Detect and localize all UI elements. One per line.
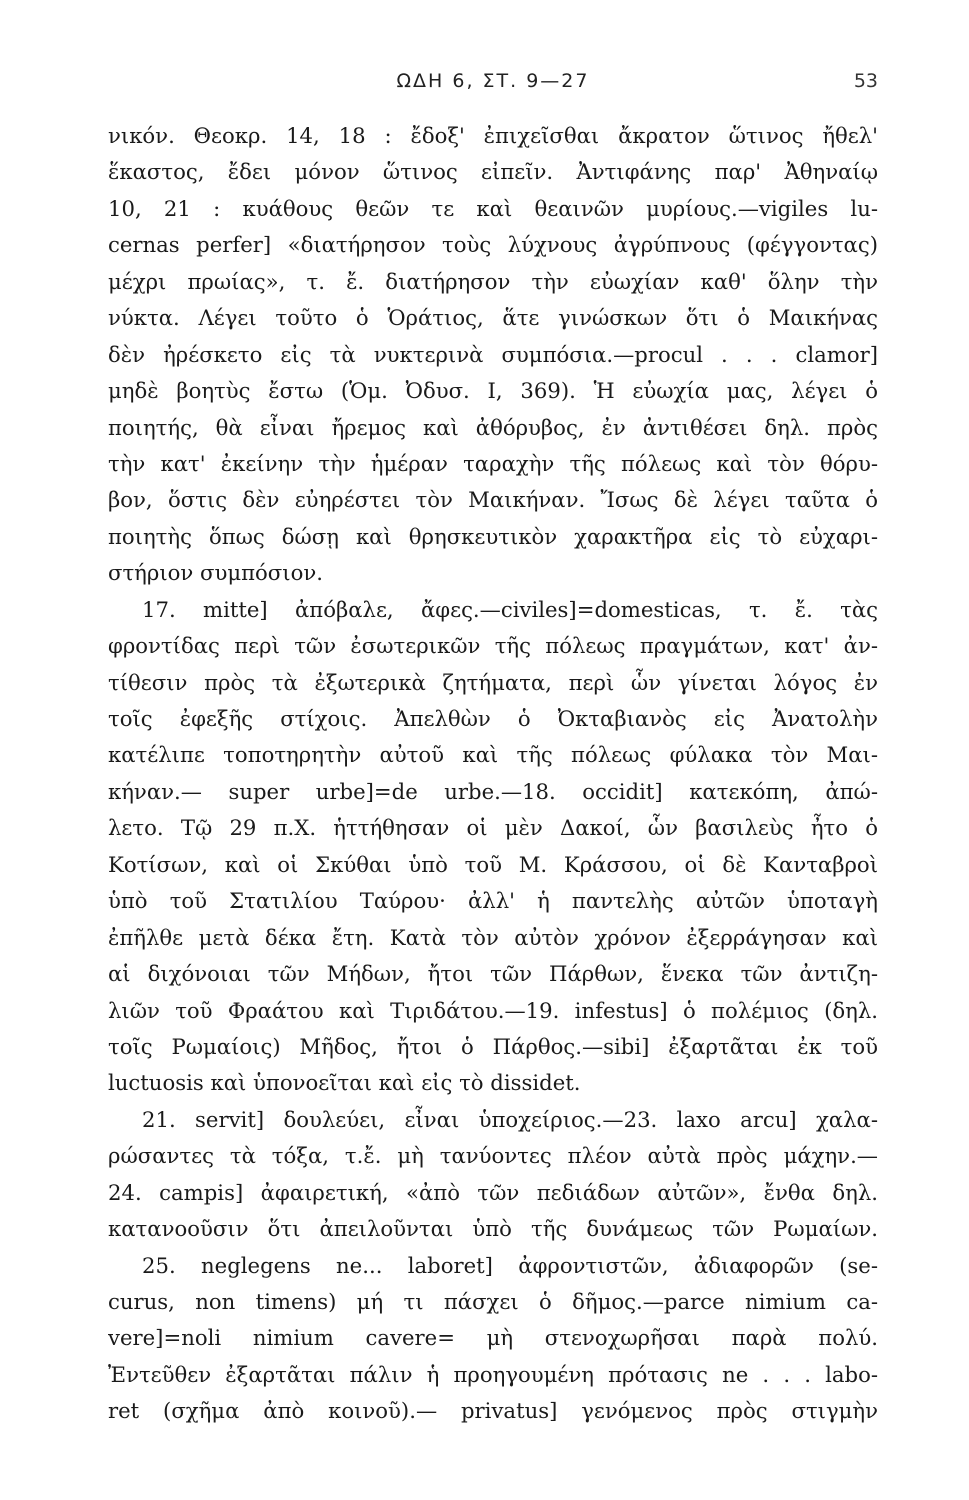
text-line: κατέλιπε τοποτηρητὴν αὐτοῦ καὶ τῆς πόλεως φύλακα τὸν Μαι-	[108, 742, 878, 768]
text-line: κατανοοῦσιν ὅτι ἀπειλοῦνται ὑπὸ τῆς δυνάμεως τῶν Ρωμαίων.	[108, 1216, 878, 1242]
text-line: luctuosis καὶ ὑπονοεῖται καὶ εἰς τὸ dissidet.	[108, 1070, 581, 1096]
text-line: στήριον συμπόσιον.	[108, 560, 323, 586]
text-line: cernas perfer] «διατήρησον τοὺς λύχνους ἀγρύπνους (φέγγοντας)	[108, 232, 878, 258]
text-line: τὴν κατ' ἐκείνην τὴν ἡμέραν ταραχὴν τῆς πόλεως καὶ τὸν θόρυ-	[108, 450, 878, 476]
text-line: 21. servit] δουλεύει, εἶναι ὑποχείριος.—23. laxo arcu] χαλα-	[142, 1106, 878, 1132]
text-line: 25. neglegens ne... laboret] ἀφροντιστῶν, ἀδιαφορῶν (se-	[142, 1252, 878, 1278]
text-line: φροντίδας περὶ τῶν ἐσωτερικῶν τῆς πόλεως πραγμάτων, κατ' ἀν-	[108, 633, 878, 659]
text-line: μέχρι πρωίας», τ. ἔ. διατήρησον τὴν εὐωχίαν καθ' ὅλην τὴν	[108, 268, 878, 294]
text-line: ret (σχῆμα ἀπὸ κοινοῦ).— privatus] γενόμενος πρὸς στιγμὴν	[108, 1398, 878, 1424]
text-line: κήναν.— super urbe]=de urbe.—18. occidit] κατεκόπη, ἀπώ-	[108, 778, 878, 804]
text-line: ἕκαστος, ἔδει μόνον ὥτινος εἰπεῖν. Ἀντιφάνης παρ' Ἀθηναίῳ	[108, 159, 878, 185]
text-line: vere]=noli nimium cavere= μὴ στενοχωρῆσαι παρὰ πολύ.	[108, 1325, 878, 1351]
text-line: μηδὲ βοητὺς ἔστω (Ὁμ. Ὀδυσ. Ι, 369). Ἡ εὐωχία μας, λέγει ὁ	[108, 378, 878, 404]
text-line: 10, 21 : κυάθους θεῶν τε καὶ θεαινῶν μυρίους.—vigiles lu-	[108, 195, 878, 221]
text-line: λετο. Τῷ 29 π.Χ. ἡττήθησαν οἱ μὲν Δακοί, ὧν βασιλεὺς ἦτο ὁ	[108, 815, 878, 841]
running-head	[108, 70, 878, 100]
text-line: ἐπῆλθε μετὰ δέκα ἔτη. Κατὰ τὸν αὐτὸν χρόνον ἐξερράγησαν καὶ	[108, 924, 878, 950]
text-line: νικόν. Θεοκρ. 14, 18 : ἔδοξ' ἐπιχεῖσθαι ἄκρατον ὥτινος ἤθελ'	[108, 123, 878, 148]
text-line: curus, non timens) μή τι πάσχει ὁ δῆμος.—parce nimium ca-	[108, 1289, 878, 1314]
text-line: τίθεσιν πρὸς τὰ ἐξωτερικὰ ζητήματα, περὶ ὧν γίνεται λόγος ἐν	[108, 669, 878, 695]
text-line: 24. campis] ἀφαιρετική, «ἀπὸ τῶν πεδιάδων αὐτῶν», ἔνθα δηλ.	[108, 1179, 878, 1205]
text-line: βον, ὅστις δὲν εὐηρέστει τὸν Μαικήναν. Ἴσως δὲ λέγει ταῦτα ὁ	[108, 487, 878, 513]
text-line: αἱ διχόνοιαι τῶν Μήδων, ἤτοι τῶν Πάρθων, ἕνεκα τῶν ἀντιζη-	[108, 961, 878, 987]
text-line: τοῖς ἐφεξῆς στίχοις. Ἀπελθὼν ὁ Ὀκταβιανὸς εἰς Ἀνατολὴν	[108, 706, 878, 731]
text-line: Κοτίσων, καὶ οἱ Σκύθαι ὑπὸ τοῦ Μ. Κράσσου, οἱ δὲ Κανταβροὶ	[108, 851, 878, 877]
text-line: ποιητὴς ὅπως δώσῃ καὶ θρησκευτικὸν χαρακτῆρα εἰς τὸ εὐχαρι-	[108, 523, 878, 549]
text-line: νύκτα. Λέγει τοῦτο ὁ Ὁράτιος, ἅτε γινώσκων ὅτι ὁ Μαικήνας	[108, 305, 878, 331]
page-number: 53	[853, 70, 878, 92]
running-title: ΩΔΗ 6, ΣΤ. 9—27	[396, 70, 590, 92]
text-line: λιῶν τοῦ Φραάτου καὶ Τιριδάτου.—19. infestus] ὁ πολέμιος (δηλ.	[108, 997, 878, 1023]
text-line: τοῖς Ρωμαίοις) Μῆδος, ἤτοι ὁ Πάρθος.—sibi] ἐξαρτᾶται ἐκ τοῦ	[108, 1033, 878, 1059]
text-line: δὲν ἠρέσκετο εἰς τὰ νυκτερινὰ συμπόσια.—procul . . . clamor]	[108, 341, 878, 367]
text-line: ποιητής, θὰ εἶναι ἤρεμος καὶ ἀθόρυβος, ἐν ἀντιθέσει δηλ. πρὸς	[108, 414, 878, 440]
text-line: ὑπὸ τοῦ Στατιλίου Ταύρου· ἀλλ' ἡ παντελὴς αὐτῶν ὑποταγὴ	[108, 888, 878, 914]
text-line: ρώσαντες τὰ τόξα, τ.ἔ. μὴ τανύοντες πλέον αὐτὰ πρὸς μάχην.—	[108, 1143, 878, 1169]
commentary-text	[108, 118, 878, 1430]
text-line: 17. mitte] ἀπόβαλε, ἄφες.—civiles]=domesticas, τ. ἔ. τὰς	[142, 596, 878, 622]
text-line: Ἐντεῦθεν ἐξαρτᾶται πάλιν ἡ προηγουμένη πρότασις ne . . . labo-	[108, 1361, 878, 1387]
